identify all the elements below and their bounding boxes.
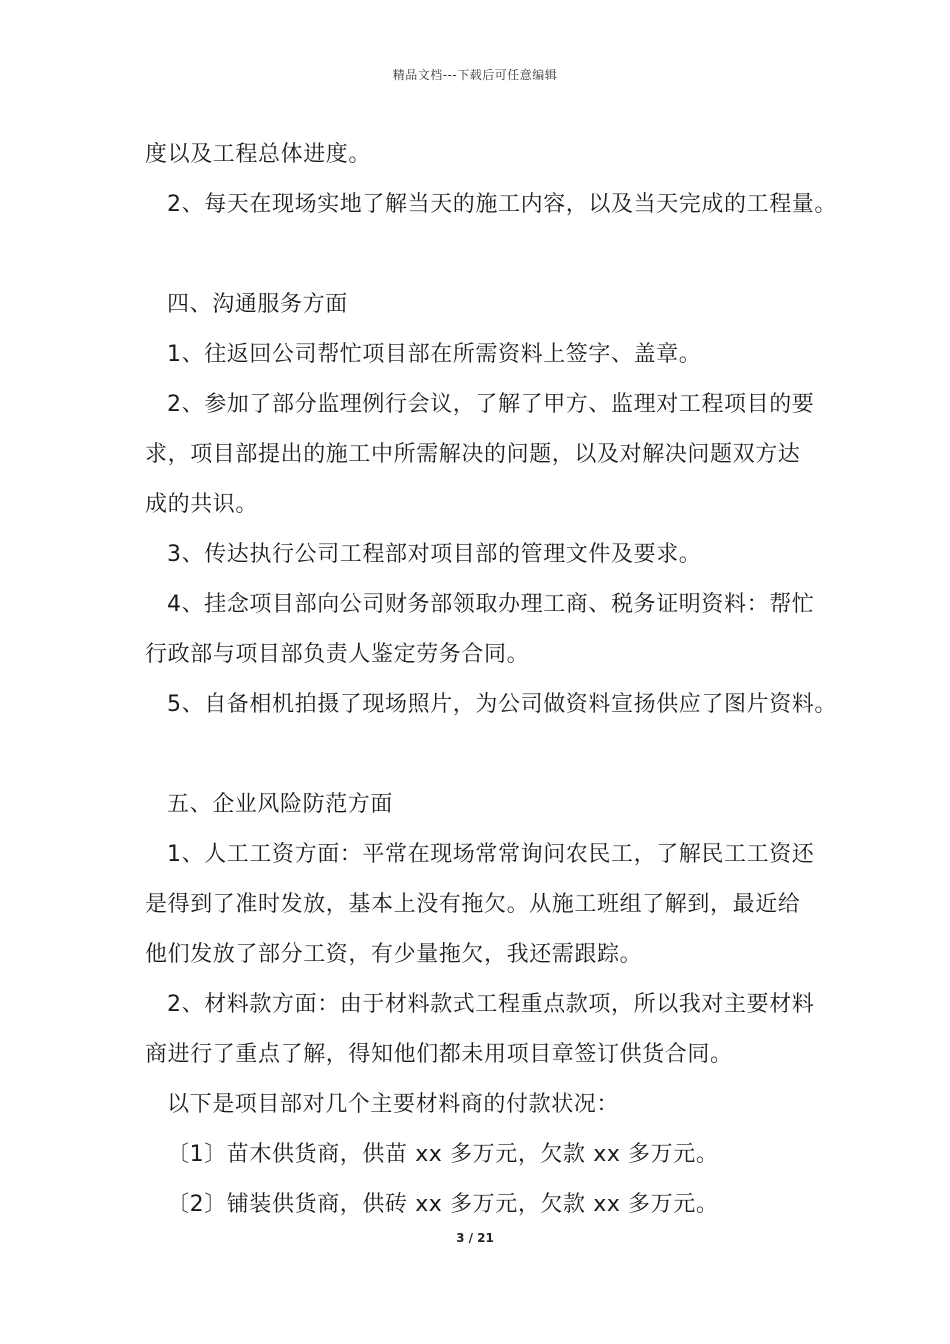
paragraph-line: 2、材料款方面：由于材料款式工程重点款项，所以我对主要材料 — [167, 992, 815, 1017]
document-body — [145, 130, 837, 1230]
page-header: 精品文档---下载后可任意编辑 — [392, 68, 558, 82]
paragraph-line: 商进行了重点了解，得知他们都未用项目章签订供货合同。 — [145, 1042, 733, 1067]
page-number: 3 / 21 — [456, 1231, 494, 1245]
blank-line — [145, 230, 825, 280]
paragraph-line: 4、挂念项目部向公司财务部领取办理工商、税务证明资料：帮忙 — [167, 592, 815, 617]
paragraph-line: 行政部与项目部负责人鉴定劳务合同。 — [145, 642, 530, 667]
paragraph-line: 2、每天在现场实地了解当天的施工内容，以及当天完成的工程量。 — [167, 192, 837, 217]
paragraph-line: 求，项目部提出的施工中所需解决的问题，以及对解决问题双方达 — [145, 442, 801, 467]
paragraph-line: 1、往返回公司帮忙项目部在所需资料上签字、盖章。 — [167, 342, 702, 367]
paragraph-line: 是得到了准时发放，基本上没有拖欠。从施工班组了解到，最近给 — [145, 892, 801, 917]
section-heading: 四、沟通服务方面 — [167, 292, 348, 317]
section-heading: 五、企业风险防范方面 — [167, 792, 394, 817]
paragraph-line: 1、人工工资方面：平常在现场常常询问农民工，了解民工工资还 — [167, 842, 815, 867]
paragraph-line: 5、自备相机拍摄了现场照片，为公司做资料宣扬供应了图片资料。 — [167, 692, 837, 717]
paragraph-line: 他们发放了部分工资，有少量拖欠，我还需跟踪。 — [145, 942, 643, 967]
paragraph-line: 2、参加了部分监理例行会议，了解了甲方、监理对工程项目的要 — [167, 392, 815, 417]
paragraph-line: 3、传达执行公司工程部对项目部的管理文件及要求。 — [167, 542, 702, 567]
paragraph-line: 度以及工程总体进度。 — [145, 142, 372, 167]
list-item: 〔2〕铺装供货商，供砖 xx 多万元，欠款 xx 多万元。 — [167, 1192, 719, 1217]
blank-line — [145, 730, 825, 780]
paragraph-line: 以下是项目部对几个主要材料商的付款状况： — [167, 1092, 620, 1117]
list-item: 〔1〕苗木供货商，供苗 xx 多万元，欠款 xx 多万元。 — [167, 1142, 719, 1167]
paragraph-line: 成的共识。 — [145, 492, 259, 517]
